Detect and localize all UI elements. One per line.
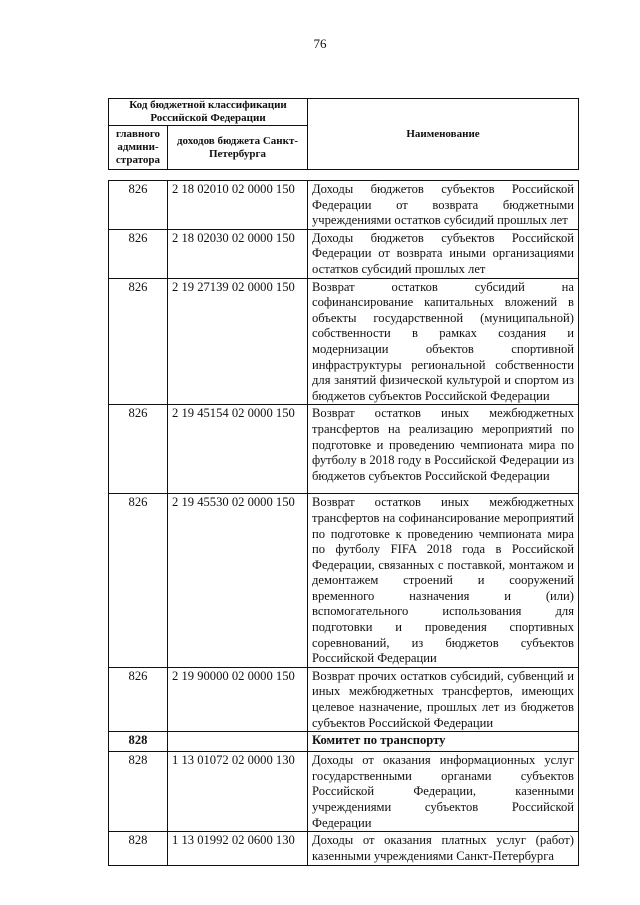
admin-column-header: главного админи-стратора bbox=[109, 126, 168, 170]
admin-code-cell: 828 bbox=[109, 832, 168, 866]
name-cell: Доходы от оказания платных услуг (работ) казенными учреждениями Санкт-Петербурга bbox=[308, 832, 579, 866]
budget-code-cell: 2 19 45154 02 0000 150 bbox=[168, 405, 308, 494]
admin-code-cell: 826 bbox=[109, 494, 168, 668]
budget-code-cell: 2 19 45530 02 0000 150 bbox=[168, 494, 308, 668]
admin-code-cell: 826 bbox=[109, 278, 168, 405]
budget-codes-table bbox=[108, 180, 579, 866]
budget-code-cell bbox=[168, 732, 308, 752]
admin-code-cell: 828 bbox=[109, 752, 168, 832]
name-cell: Возврат остатков субсидий на софинансирование капитальных вложений в объекты государственной (муниципальной) собственности в рамках создания и модернизации объектов спортивной инфраструктуры региональной собственности для занятий физической культурой и спортом из бюджетов субъектов Российской Федерации bbox=[308, 278, 579, 405]
budget-code-cell: 2 18 02030 02 0000 150 bbox=[168, 229, 308, 278]
table-row bbox=[109, 752, 579, 832]
income-column-header: доходов бюджета Санкт-Петербурга bbox=[168, 126, 308, 170]
name-cell: Возврат остатков иных межбюджетных трансфертов на софинансирование мероприятий по подготовке к проведению чемпионата мира по футболу FIFA 2018 года в Российской Федерации, связанных с поставкой, монтажом и демонтажем строений и сооружений временного назначения и (или) вспомогательного использования для подготовки и проведения спортивных соревнований, из бюджетов субъектов Российской Федерации bbox=[308, 494, 579, 668]
budget-code-cell: 2 18 02010 02 0000 150 bbox=[168, 181, 308, 230]
name-cell: Возврат прочих остатков субсидий, субвенций и иных межбюджетных трансфертов, имеющих целевое назначение, прошлых лет из бюджетов субъектов Российской Федерации bbox=[308, 667, 579, 731]
table-row bbox=[109, 494, 579, 668]
admin-code-cell: 826 bbox=[109, 667, 168, 731]
page-number: 76 bbox=[313, 36, 327, 51]
department-heading: Комитет по транспорту bbox=[308, 732, 579, 752]
budget-code-cell: 1 13 01072 02 0000 130 bbox=[168, 752, 308, 832]
table-header bbox=[108, 98, 579, 170]
name-column-header: Наименование bbox=[308, 99, 579, 170]
admin-code-cell: 828 bbox=[109, 732, 168, 752]
admin-code-cell: 826 bbox=[109, 405, 168, 494]
table-row bbox=[109, 732, 579, 752]
table-row bbox=[109, 229, 579, 278]
budget-code-cell: 2 19 27139 02 0000 150 bbox=[168, 278, 308, 405]
name-cell: Доходы бюджетов субъектов Российской Федерации от возврата иными организациями остатков субсидий прошлых лет bbox=[308, 229, 579, 278]
admin-code-cell: 826 bbox=[109, 229, 168, 278]
name-cell: Возврат остатков иных межбюджетных трансфертов на реализацию мероприятий по подготовке и проведению чемпионата мира по футболу в 2018 году в Российской Федерации из бюджетов субъектов Российской Федерации bbox=[308, 405, 579, 494]
admin-code-cell: 826 bbox=[109, 181, 168, 230]
name-cell: Доходы бюджетов субъектов Российской Федерации от возврата бюджетными учреждениями остатков субсидий прошлых лет bbox=[308, 181, 579, 230]
budget-code-cell: 2 19 90000 02 0000 150 bbox=[168, 667, 308, 731]
table-row bbox=[109, 832, 579, 866]
table-row bbox=[109, 667, 579, 731]
kbk-header: Код бюджетной классификации Российской Федерации bbox=[109, 99, 308, 126]
table-row bbox=[109, 181, 579, 230]
name-cell: Доходы от оказания информационных услуг государственными органами субъектов Российской Федерации, казенными учреждениями субъектов Российской Федерации bbox=[308, 752, 579, 832]
table-row bbox=[109, 278, 579, 405]
budget-code-cell: 1 13 01992 02 0600 130 bbox=[168, 832, 308, 866]
table-row bbox=[109, 405, 579, 494]
